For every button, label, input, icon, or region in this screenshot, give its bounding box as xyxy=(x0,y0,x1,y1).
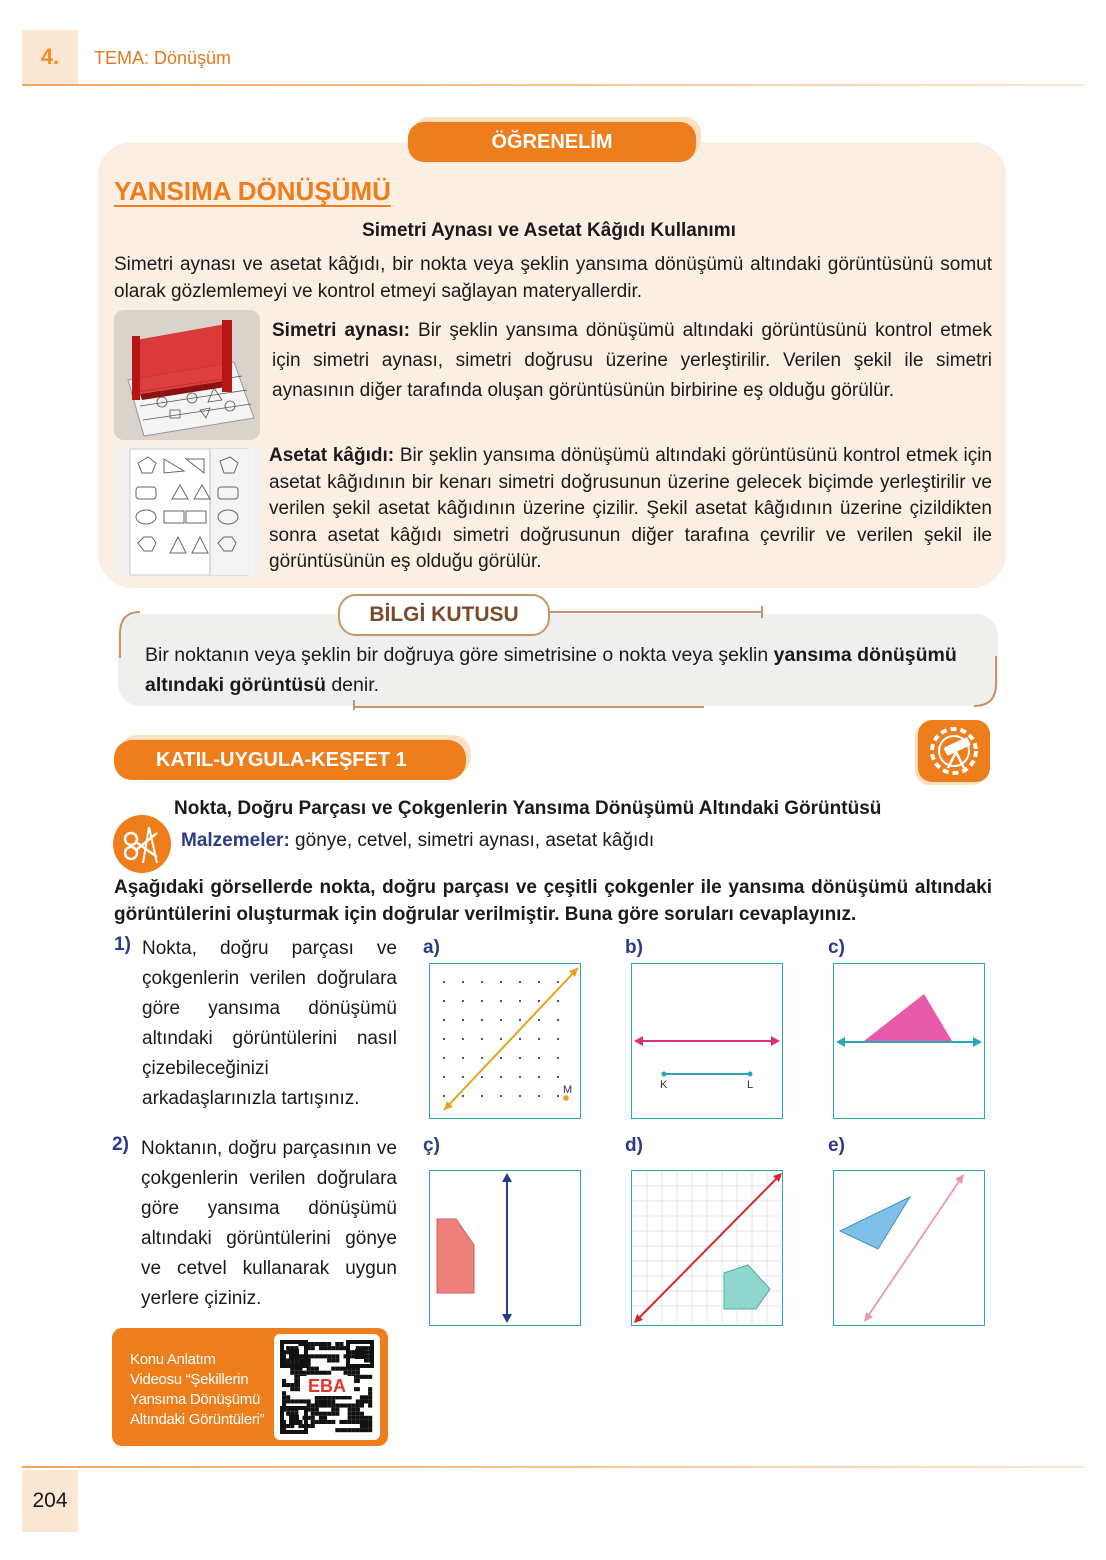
mirror-photo xyxy=(114,310,260,440)
materials xyxy=(181,830,654,852)
figure-cc-label: ç) xyxy=(423,1135,440,1156)
info-rule-top xyxy=(548,611,762,613)
figure-c xyxy=(833,963,985,1119)
figure-a-label: a) xyxy=(423,937,440,958)
video-caption: Konu Anlatım Videosu “Şekillerin Yansıma Dönüşümü Altındaki Görüntüleri” xyxy=(130,1351,265,1428)
instruction: Aşağıdaki görsellerde nokta, doğru parçası ve çeşitli çokgenler ile yansıma dönüşümü altındaki görüntülerini oluşturmak için doğrular verilmiştir. Buna göre soruları cevaplayınız. xyxy=(114,877,992,925)
scissors-compass-icon xyxy=(113,815,171,873)
materials-list: gönye, cetvel, simetri aynası, asetat kâğıdı xyxy=(289,830,655,851)
activity-pill: KATIL-UYGULA-KEŞFET 1 xyxy=(114,740,466,780)
info-rule-bottom xyxy=(354,706,704,708)
mirror-text: Bir şeklin yansıma dönüşümü altındaki görüntüsünü kontrol etmek için simetri aynası, simetri doğrusu üzerine yerleştirilir. Verilen şekil ile simetri aynasının diğer tarafında oluşan görüntüsünün birbirine eş olduğu görülür. xyxy=(272,320,992,401)
subheading: Simetri Aynası ve Asetat Kâğıdı Kullanımı xyxy=(362,220,736,241)
figure-e xyxy=(833,1170,985,1326)
question-2-number: 2) xyxy=(112,1134,129,1155)
qr-code[interactable] xyxy=(274,1334,380,1440)
learn-pill: ÖĞRENELİM xyxy=(408,122,696,162)
page-number: 204 xyxy=(22,1470,78,1532)
intro-paragraph: Simetri aynası ve asetat kâğıdı, bir nokta veya şeklin yansıma dönüşümü altındaki görüntüsünü somut olarak gözlemlemeyi ve kontrol etmeyi sağlayan materyallerdir. xyxy=(114,254,992,302)
footer-divider xyxy=(22,1466,1084,1468)
point-m-label: M xyxy=(563,1084,573,1096)
question-2: Noktanın, doğru parçasının ve çokgenlerin verilen doğrulara göre yansıma dönüşümü altındaki görüntülerini gönye ve cetvel kullanarak uygun yerlere çiziniz. xyxy=(141,1138,397,1309)
figure-b-label: b) xyxy=(625,937,643,958)
mirror-term: Simetri aynası: xyxy=(272,320,410,341)
segment-k-label: K xyxy=(660,1079,668,1091)
acetate-paragraph xyxy=(269,443,992,576)
header-divider xyxy=(22,84,1084,86)
question-1-number: 1) xyxy=(114,934,131,955)
qr-brand: EBA xyxy=(307,1376,347,1396)
point-m xyxy=(563,1095,569,1101)
materials-label: Malzemeler: xyxy=(181,830,290,851)
figure-b xyxy=(631,963,783,1119)
activity-title: Nokta, Doğru Parçası ve Çokgenlerin Yansıma Dönüşümü Altındaki Görüntüsü xyxy=(174,798,882,819)
segment-l-label: L xyxy=(747,1079,754,1091)
theme-title: TEMA: Dönüşüm xyxy=(94,48,232,68)
info-pill: BİLGİ KUTUSU xyxy=(338,594,550,636)
acetate-photo xyxy=(114,445,260,577)
question-1: Nokta, doğru parçası ve çokgenlerin verilen doğrulara göre yansıma dönüşümü altındaki görüntülerini nasıl çizebileceğinizi arkadaşlarınızla tartışınız. xyxy=(142,938,397,1109)
section-title: YANSIMA DÖNÜŞÜMÜ xyxy=(114,176,391,206)
acetate-term: Asetat kâğıdı: xyxy=(269,445,395,466)
telescope-gear-icon xyxy=(918,720,990,782)
figure-c-label: c) xyxy=(828,937,845,958)
acetate-text: Bir şeklin yansıma dönüşümü altındaki görüntüsünü kontrol etmek için asetat kâğıdının bir kenarı simetri doğrusunun üzerine gelecek biçimde yerleştirilir ve verilen şekil asetat kâğıdının üzerine çizilir. Şekil asetat kâğıdının üzerine çizildikten sonra asetat kâğıdı simetri doğrusunun diğer tarafına çevrilir ve verilen şekil ile görüntüsünün eş olduğu görülür. xyxy=(269,445,992,572)
figure-a xyxy=(429,963,581,1119)
figure-d-label: d) xyxy=(625,1135,643,1156)
figure-e-label: e) xyxy=(828,1135,845,1156)
unit-number: 4. xyxy=(22,30,78,84)
info-text: Bir noktanın veya şeklin bir doğruya göre simetrisine o nokta veya şeklin yansıma dönüşümü altındaki görüntüsü denir. xyxy=(145,644,957,696)
figure-cc xyxy=(429,1170,581,1326)
mirror-paragraph xyxy=(272,316,992,406)
figure-d xyxy=(631,1170,783,1326)
info-bold-term: yansıma dönüşümü altındaki görüntüsü xyxy=(145,644,957,696)
